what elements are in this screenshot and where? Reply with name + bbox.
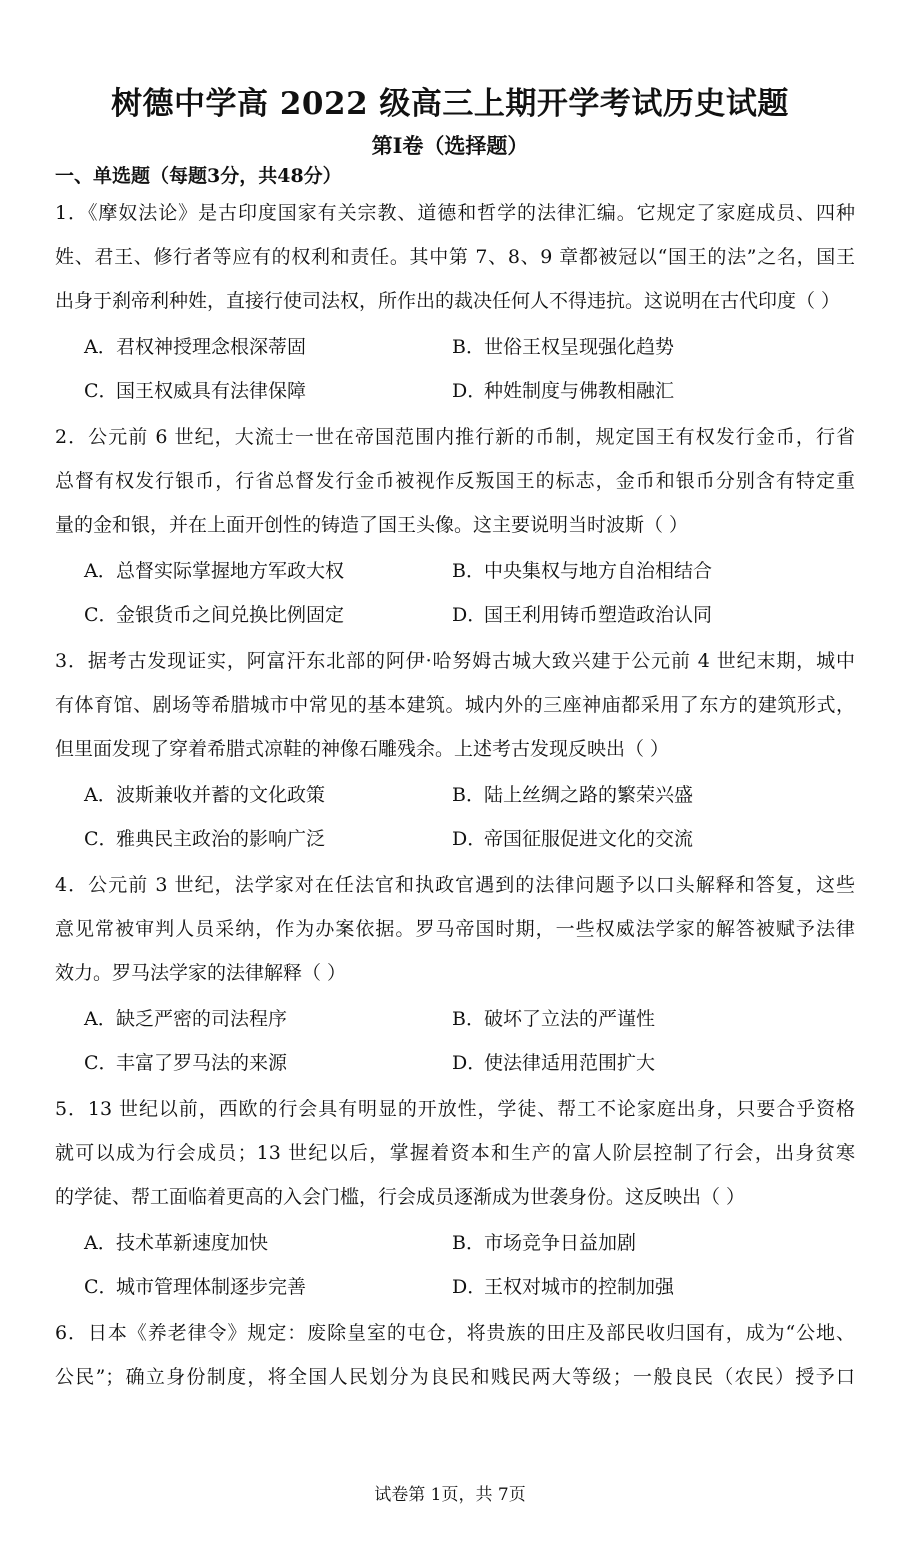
option-text: 总督实际掌握地方军政大权 [116,560,345,582]
option-a [84,333,306,361]
question-line: 的学徒、帮工面临着更高的入会门槛，行会成员逐渐成为世袭身份。这反映出（ ） [55,1186,746,1208]
option-letter: D． [452,1276,487,1298]
option-text: 城市管理体制逐步完善 [116,1276,307,1298]
option-letter: A． [84,336,117,358]
page-footer: 试卷第 1页，共 7页 [374,1485,526,1505]
option-c [84,1273,306,1301]
option-text: 丰富了罗马法的来源 [116,1052,288,1074]
option-text: 君权神授理念根深蒂固 [116,336,307,358]
option-letter: A． [84,1232,117,1254]
option-letter: C． [84,1052,118,1074]
option-c [84,825,325,853]
question-line: 6．日本《养老律令》规定：废除皇室的屯仓，将贵族的田庄及部民收归国有，成为“公地、 [55,1322,855,1344]
question-line: 有体育馆、剧场等希腊城市中常见的基本建筑。城内外的三座神庙都采用了东方的建筑形式， [55,694,855,716]
option-text: 雅典民主政治的影响广泛 [116,828,326,850]
question-line: 1．《摩奴法论》是古印度国家有关宗教、道德和哲学的法律汇编。它规定了家庭成员、四种 [55,202,855,224]
option-text: 技术革新速度加快 [116,1232,269,1254]
option-letter: A． [84,560,117,582]
option-letter: B． [452,1232,485,1254]
option-letter: D． [452,380,487,402]
option-letter: C． [84,1276,118,1298]
option-text: 国王利用铸币塑造政治认同 [484,604,713,626]
question-line: 5．13 世纪以前，西欧的行会具有明显的开放性，学徒、帮工不论家庭出身，只要合乎资格 [55,1098,855,1120]
option-letter: C． [84,380,118,402]
question-line: 3．据考古发现证实，阿富汗东北部的阿伊·哈努姆古城大致兴建于公元前 4 世纪末期，城中 [55,650,855,672]
option-text: 破坏了立法的严谨性 [484,1008,656,1030]
option-b [452,1229,636,1257]
option-text: 世俗王权呈现强化趋势 [484,336,675,358]
option-b [452,1005,655,1033]
option-c [84,1049,287,1077]
question-line: 总督有权发行银币，行省总督发行金币被视作反叛国王的标志，金币和银币分别含有特定重 [55,470,855,492]
option-letter: B． [452,560,485,582]
option-a [84,781,325,809]
option-d [452,601,712,629]
question-line: 公民”；确立身份制度，将全国人民划分为良民和贱民两大等级；一般良民（农民）授予口 [55,1366,855,1388]
option-text: 金银货币之间兑换比例固定 [116,604,345,626]
option-text: 种姓制度与佛教相融汇 [484,380,675,402]
question-line: 量的金和银，并在上面开创性的铸造了国王头像。这主要说明当时波斯（ ） [55,514,689,536]
option-d [452,825,693,853]
page-title: 树德中学高 2022 级高三上期开学考试历史试题 [111,86,789,122]
part-heading: 第Ⅰ卷（选择题） [371,133,529,158]
option-c [84,601,344,629]
option-letter: D． [452,604,487,626]
option-text: 陆上丝绸之路的繁荣兴盛 [484,784,694,806]
question-line: 但里面发现了穿着希腊式凉鞋的神像石雕残余。上述考古发现反映出（ ） [55,738,670,760]
option-b [452,333,674,361]
option-text: 国王权威具有法律保障 [116,380,307,402]
option-d [452,377,674,405]
option-letter: C． [84,828,118,850]
question-line: 4．公元前 3 世纪，法学家对在任法官和执政官遇到的法律问题予以口头解释和答复，这些 [55,874,855,896]
option-letter: B． [452,784,485,806]
option-b [452,557,712,585]
question-line: 就可以成为行会成员；13 世纪以后，掌握着资本和生产的富人阶层控制了行会，出身贫寒 [55,1142,855,1164]
option-text: 使法律适用范围扩大 [484,1052,656,1074]
option-d [452,1273,674,1301]
option-letter: D． [452,828,487,850]
option-letter: A． [84,784,117,806]
question-line: 效力。罗马法学家的法律解释（ ） [55,962,347,984]
option-a [84,557,344,585]
option-text: 市场竞争日益加剧 [484,1232,637,1254]
question-line: 2．公元前 6 世纪，大流士一世在帝国范围内推行新的币制，规定国王有权发行金币，行省 [55,426,855,448]
option-text: 波斯兼收并蓄的文化政策 [116,784,326,806]
question-line: 姓、君王、修行者等应有的权利和责任。其中第 7、8、9 章都被冠以“国王的法”之名，国王 [55,246,855,268]
section-heading: 一、单选题（每题3分，共48分） [55,165,342,187]
option-letter: A． [84,1008,117,1030]
option-d [452,1049,655,1077]
option-text: 中央集权与地方自治相结合 [484,560,713,582]
option-a [84,1005,287,1033]
option-letter: C． [84,604,118,626]
option-text: 帝国征服促进文化的交流 [484,828,694,850]
option-text: 缺乏严密的司法程序 [116,1008,288,1030]
option-letter: D． [452,1052,487,1074]
option-a [84,1229,268,1257]
option-b [452,781,693,809]
option-letter: B． [452,336,485,358]
question-line: 出身于刹帝利种姓，直接行使司法权，所作出的裁决任何人不得违抗。这说明在古代印度（ ） [55,290,841,312]
option-text: 王权对城市的控制加强 [484,1276,675,1298]
question-line: 意见常被审判人员采纳，作为办案依据。罗马帝国时期，一些权威法学家的解答被赋予法律 [55,918,855,940]
option-letter: B． [452,1008,485,1030]
option-c [84,377,306,405]
